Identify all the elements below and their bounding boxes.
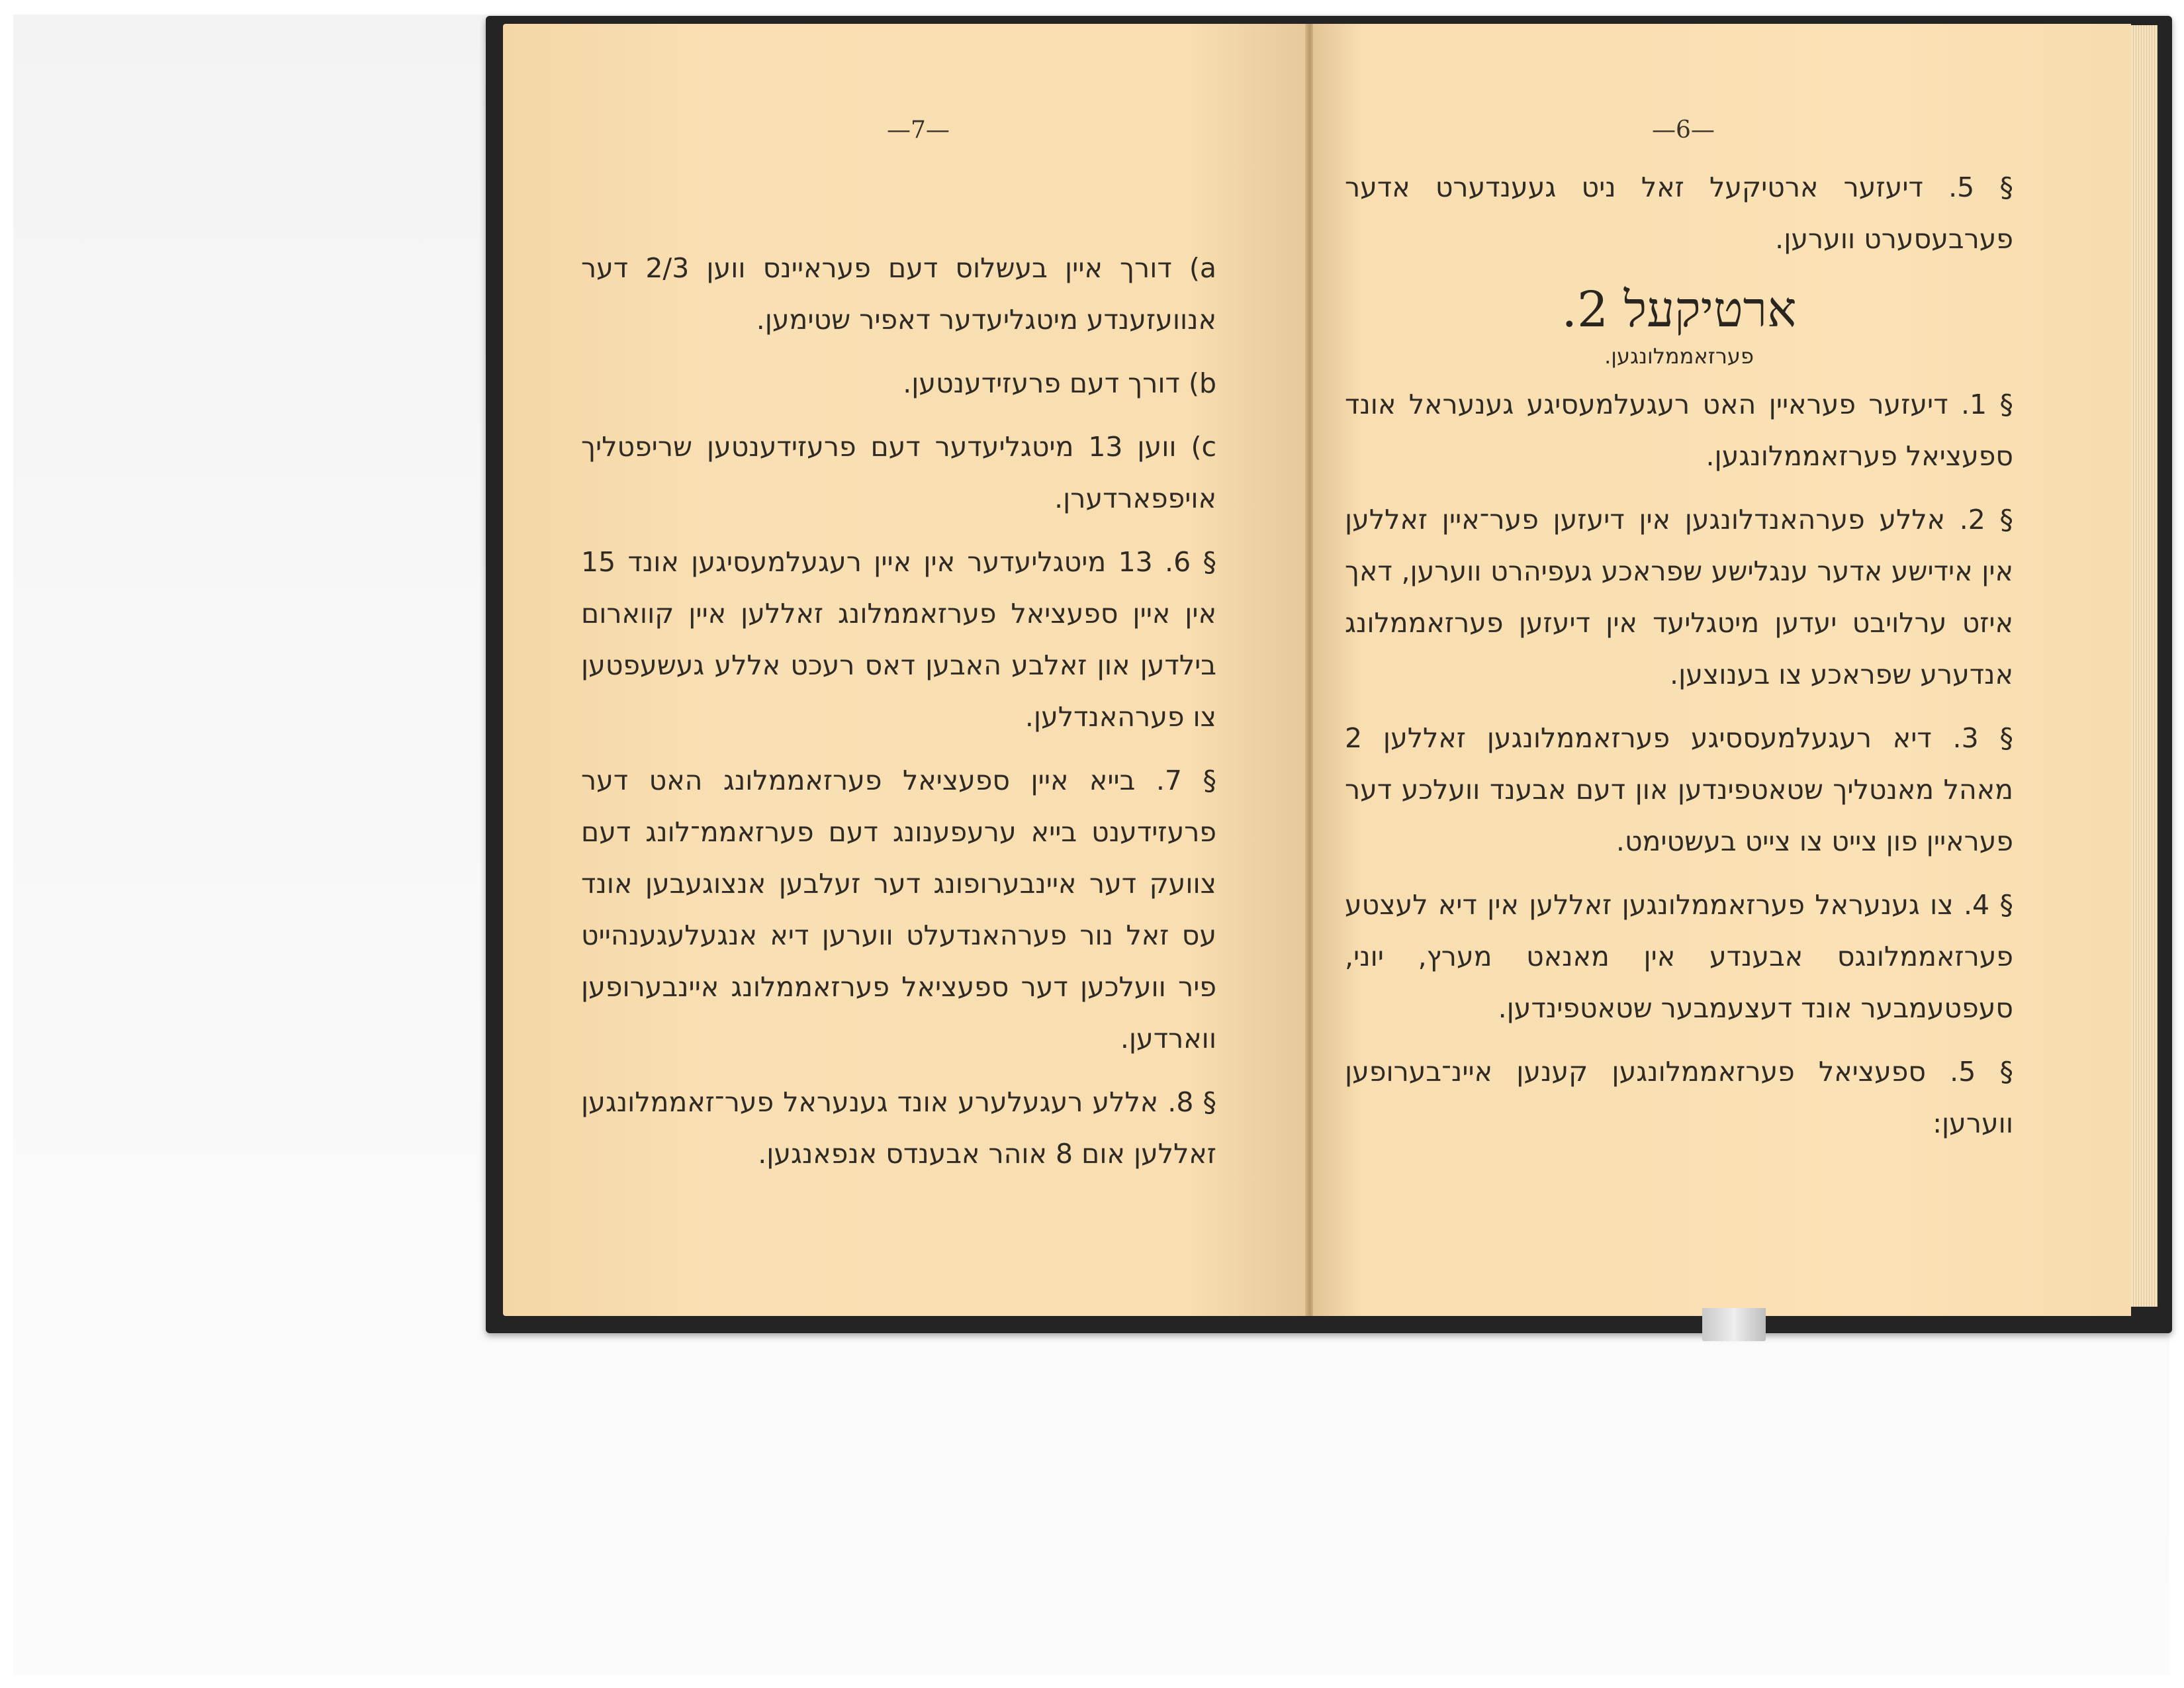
left-page (503, 24, 1308, 1316)
paragraph-section-4: § 4. צו גענעראל פערזאממלונגען זאללען אין דיא לעצטע פערזאממלונגס אבענדע אין מאנאט מערץ, יוני, סעפטעמבער אונד דעצעמבער שטאטפינדען. (1345, 889, 2013, 1024)
paragraph-clause-a: a) דורך איין בעשלוס דעם פעראיינס ווען 2/3 דער אנוועזענדע מיטגליעדער דאפיר שטימען. (581, 252, 1216, 336)
page-number-6: —6— (1652, 117, 1715, 144)
page-number-7: —7— (887, 117, 950, 144)
paragraph-section-7: § 7. בייא איין ספעציאל פערזאממלונג האט דער פרעזידענט בייא ערעפענונג דעם פערזאממ־לונג דעם צוועק דער איינבערופונג דער זעלבען אנצוגעבען אונד עס זאל נור פערהאנדעלט ווערען דיא אנגעלעגענהייט פיר וועלכען דער ספעציאל פערזאממלונג איינבערופען ווארדען. (581, 765, 1216, 1055)
article-subheading: פערזאממלונגען. (1604, 344, 1754, 369)
paragraph-section-5: § 5. ספעציאל פערזאממלונגען קענען איינ־בערופען ווערען: (1345, 1056, 2013, 1139)
right-page-text (1345, 162, 2013, 1161)
page-edges (2131, 25, 2158, 1307)
paragraph-section-8: § 8. אללע רעגעלערע אונד גענעראל פער־זאממלונגען זאללען אום 8 אוהר אבענדס אנפאנגען. (581, 1086, 1216, 1170)
open-book (486, 16, 2172, 1333)
paragraph-article1-section-5: § 5. דיעזער ארטיקעל זאל ניט געענדערט אדער פערבעסערט ווערען. (1345, 171, 2013, 255)
paragraph-clause-b: b) דורך דעם פרעזידענטען. (903, 367, 1216, 399)
left-page-text (581, 242, 1216, 1192)
article-heading: ארטיקעל 2. (1561, 281, 1797, 338)
bookmark-ribbon (1702, 1308, 1766, 1341)
paragraph-clause-c: c) ווען 13 מיטגליעדער דעם פרעזידענטען שריפטליך אויפפארדערן. (581, 431, 1216, 514)
paragraph-section-2: § 2. אללע פערהאנדלונגען אין דיעזען פער־איין זאללען אין אידישע אדער ענגלישע שפראכע געפיהרט ווערען, דאך איזט ערלויבט יעדען מיטגליעד אין דיעזען פערזאממלונג אנדערע שפראכע צו בענוצען. (1345, 504, 2013, 690)
paragraph-section-6: § 6. 13 מיטגליעדער אין איין רעגעלמעסיגען אונד 15 אין איין ספעציאל פערזאממלונג זאללען איין קווארום בילדען און זאלבע האבען דאס רעכט אללע געשעפטען צו פערהאנדלען. (581, 546, 1216, 733)
paragraph-section-1: § 1. דיעזער פעראיין האט רעגעלמעסיגע גענעראל אונד ספעציאל פערזאממלונגען. (1345, 389, 2013, 472)
paragraph-section-3: § 3. דיא רעגעלמעססיגע פערזאממלונגען זאללען 2 מאהל מאנטליך שטאטפינדען און דעם אבענד וועלכע דער פעראיין פון צייט צו צייט בעשטימט. (1345, 722, 2013, 857)
right-page (1313, 24, 2131, 1316)
